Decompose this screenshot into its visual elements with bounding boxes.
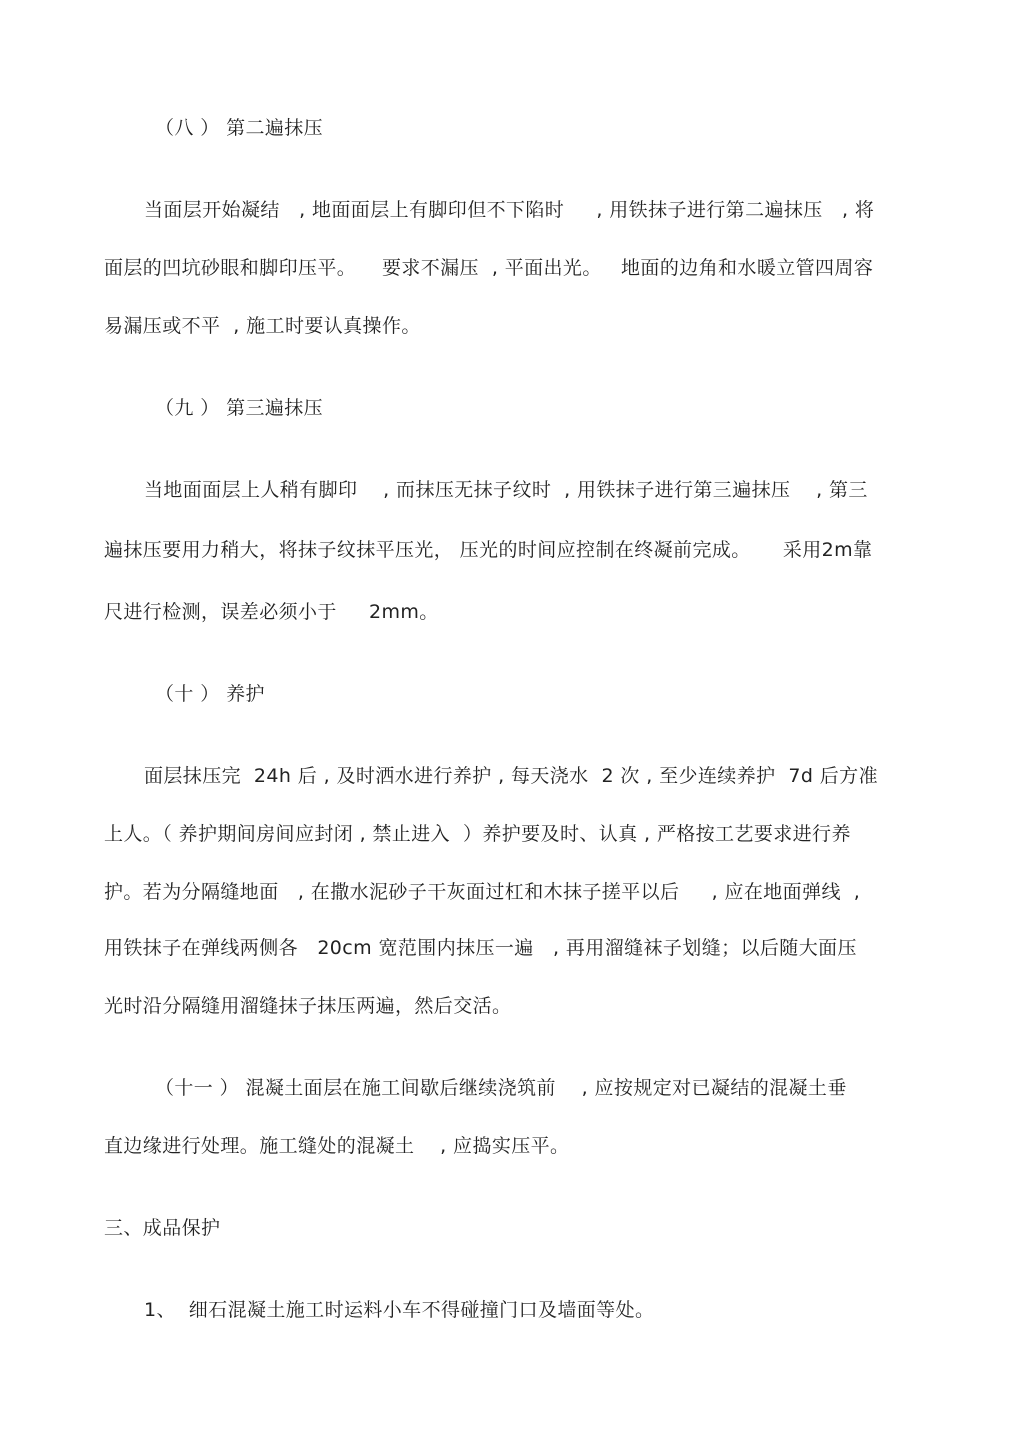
section-10-paragraph-line-3: 护。若为分隔缝地面 , 在撒水泥砂子干灰面过杠和木抹子搓平以后 , 应在地面弹线 , [104,881,861,903]
protection-item-1: 1、 细石混凝土施工时运料小车不得碰撞门口及墙面等处。 [144,1299,655,1321]
section-8-heading: （八 ） 第二遍抹压 [155,117,324,139]
section-10-paragraph-line-1: 面层抹压完 24h 后 , 及时洒水进行养护 , 每天浇水 2 次 , 至少连续养护 7d 后方准 [144,765,878,787]
part-3-heading: 三、成品保护 [104,1217,221,1239]
section-10-heading: （十 ） 养护 [155,683,265,705]
section-9-paragraph-line-3: 尺进行检测，误差必须小于 2mm。 [104,601,439,623]
section-10-paragraph-line-5: 光时沿分隔缝用溜缝抹子抹压两遍，然后交活。 [104,995,512,1017]
section-10-paragraph-line-4: 用铁抹子在弹线两侧各 20cm 宽范围内抹压一遍 , 再用溜缝袜子划缝；以后随大面压 [104,937,857,959]
section-8-paragraph-line-2: 面层的凹坑砂眼和脚印压平。 要求不漏压 , 平面出光。 地面的边角和水暖立管四周容 [104,257,874,279]
section-8-paragraph-line-3: 易漏压或不平 , 施工时要认真操作。 [104,315,421,337]
section-11-paragraph-line-2: 直边缘进行处理。施工缝处的混凝土 , 应捣实压平。 [104,1135,570,1157]
section-11-paragraph-line-1: （十一 ） 混凝土面层在施工间歇后继续浇筑前 , 应按规定对已凝结的混凝土垂 [155,1077,847,1099]
section-8-paragraph-line-1: 当面层开始凝结 , 地面面层上有脚印但不下陷时 , 用铁抹子进行第二遍抹压 , 将 [144,199,875,221]
section-9-paragraph-line-2: 遍抹压要用力稍大，将抹子纹抹平压光， 压光的时间应控制在终凝前完成。 采用2m靠 [104,539,873,561]
section-9-heading: （九 ） 第三遍抹压 [155,397,324,419]
section-9-paragraph-line-1: 当地面面层上人稍有脚印 , 而抹压无抹子纹时 , 用铁抹子进行第三遍抹压 , 第三 [144,479,868,501]
section-10-paragraph-line-2: 上人。（ 养护期间房间应封闭 , 禁止进入 ）养护要及时、认真 , 严格按工艺要求进行养 [104,823,851,845]
